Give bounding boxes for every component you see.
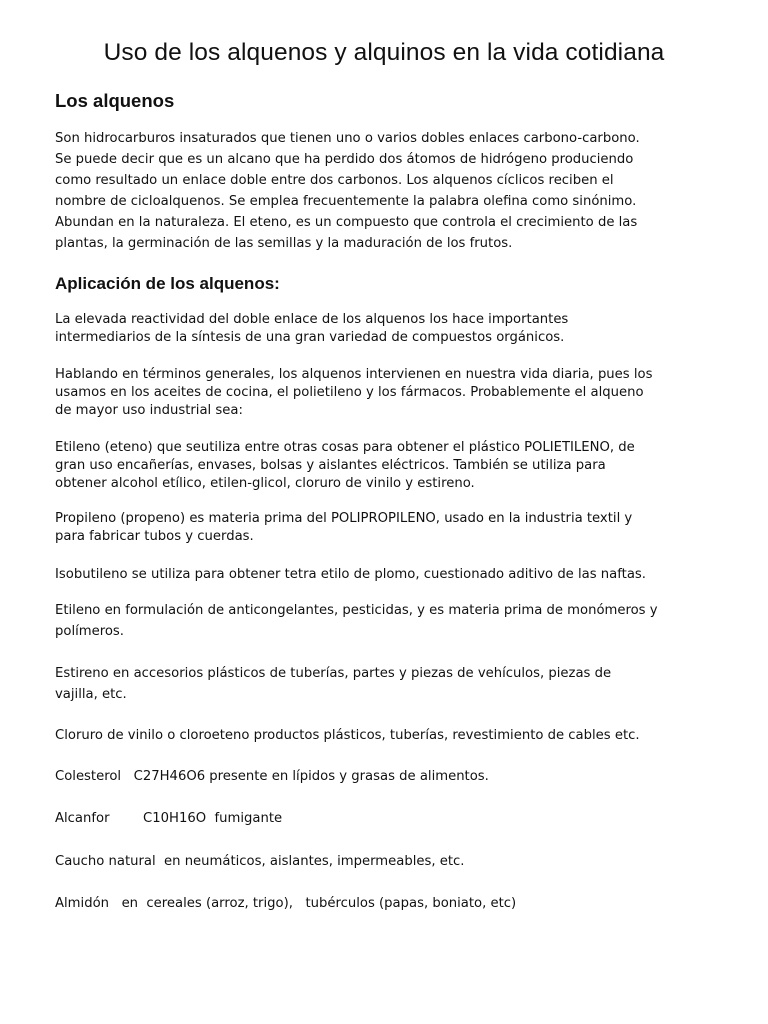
text-line: Abundan en la naturaleza. El eteno, es un compuesto que controla el crecimiento de las (55, 215, 638, 230)
text-line: polímeros. (55, 624, 124, 639)
text-line: Etileno en formulación de anticongelantes, pesticidas, y es materia prima de monómeros y (55, 603, 658, 618)
paragraph-vida-diaria (55, 366, 720, 420)
text-line: Caucho natural en neumáticos, aislantes, impermeables, etc. (55, 854, 465, 869)
paragraph-isobutileno (55, 566, 720, 584)
text-line: como resultado un enlace doble entre dos carbonos. Los alquenos cíclicos reciben el (55, 173, 614, 188)
text-line: Etileno (eteno) que seutiliza entre otras cosas para obtener el plástico POLIETILENO, de (55, 440, 635, 455)
text-line: nombre de cicloalquenos. Se emplea frecuentemente la palabra olefina como sinónimo. (55, 194, 637, 209)
text-line: Colesterol C27H46O6 presente en lípidos y grasas de alimentos. (55, 769, 489, 784)
text-line: Se puede decir que es un alcano que ha perdido dos átomos de hidrógeno produciendo (55, 152, 634, 167)
paragraph-caucho (55, 853, 720, 871)
text-line: Son hidrocarburos insaturados que tienen uno o varios dobles enlaces carbono-carbono. (55, 131, 640, 146)
document-title: Uso de los alquenos y alquinos en la vida cotidiana (103, 39, 665, 66)
text-line: Isobutileno se utiliza para obtener tetra etilo de plomo, cuestionado aditivo de las naftas. (55, 567, 646, 582)
text-line: Cloruro de vinilo o cloroeteno productos plásticos, tuberías, revestimiento de cables etc. (55, 728, 640, 743)
paragraph-almidon (55, 895, 720, 913)
text-line: de mayor uso industrial sea: (55, 403, 243, 418)
paragraph-estireno (55, 663, 720, 705)
section-heading-alquenos: Los alquenos (55, 90, 175, 111)
paragraph-alcanfor (55, 810, 720, 828)
paragraph-cloruro-vinilo (55, 727, 720, 745)
paragraph-reactividad (55, 311, 720, 347)
text-line: obtener alcohol etílico, etilen-glicol, cloruro de vinilo y estireno. (55, 476, 475, 491)
text-line: usamos en los aceites de cocina, el polietileno y los fármacos. Probablemente el alqueno (55, 385, 644, 400)
section-heading-aplicacion: Aplicación de los alquenos: (55, 274, 280, 293)
text-line: Almidón en cereales (arroz, trigo), tubérculos (papas, boniato, etc) (55, 896, 517, 911)
text-line: Estireno en accesorios plásticos de tuberías, partes y piezas de vehículos, piezas de (55, 666, 612, 681)
text-line: vajilla, etc. (55, 687, 127, 702)
paragraph-propileno (55, 510, 720, 546)
text-line: gran uso encañerías, envases, bolsas y aislantes eléctricos. También se utiliza para (55, 458, 606, 473)
text-line: intermediarios de la síntesis de una gran variedad de compuestos orgánicos. (55, 330, 565, 345)
paragraph-definicion (55, 128, 720, 254)
text-line: Alcanfor C10H16O fumigante (55, 811, 283, 826)
text-line: La elevada reactividad del doble enlace de los alquenos los hace importantes (55, 312, 569, 327)
paragraph-colesterol (55, 768, 720, 786)
text-line: para fabricar tubos y cuerdas. (55, 529, 254, 544)
paragraph-etileno (55, 439, 720, 493)
paragraph-etileno-usos (55, 600, 720, 642)
text-line: plantas, la germinación de las semillas y la maduración de los frutos. (55, 236, 513, 251)
text-line: Hablando en términos generales, los alquenos intervienen en nuestra vida diaria, pues los (55, 367, 653, 382)
text-line: Propileno (propeno) es materia prima del POLIPROPILENO, usado en la industria textil y (55, 511, 633, 526)
